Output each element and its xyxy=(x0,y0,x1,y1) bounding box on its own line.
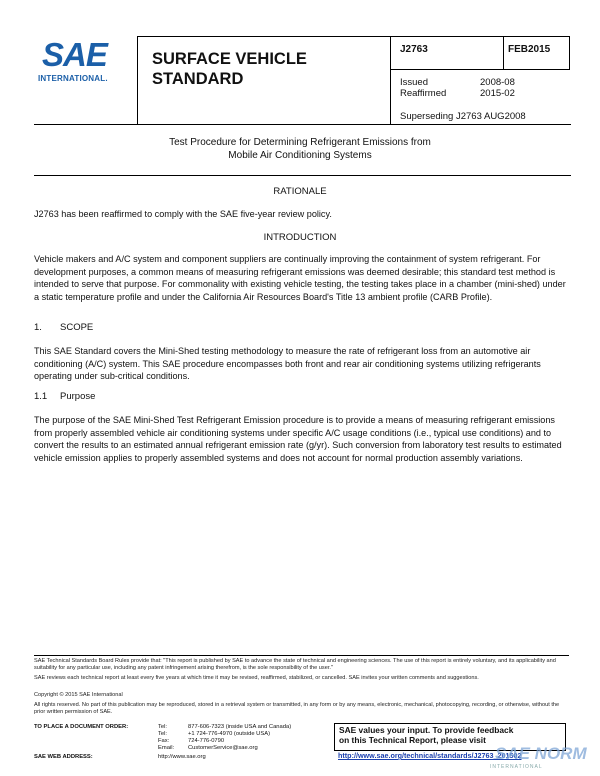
scope-number: 1. xyxy=(34,322,42,333)
doc-type-line1: SURFACE VEHICLE xyxy=(152,50,307,68)
tel2-label: Tel: xyxy=(158,731,168,737)
rationale-text: J2763 has been reaffirmed to comply with the SAE five-year review policy. xyxy=(34,209,332,219)
header-divider-1 xyxy=(390,36,391,124)
purpose-heading xyxy=(34,391,95,402)
feedback-line1: SAE values your input. To provide feedback xyxy=(339,725,514,735)
footer-rule xyxy=(34,655,569,656)
title-line1: Test Procedure for Determining Refrigerant Emissions from xyxy=(169,137,431,148)
fax-value: 724-776-0790 xyxy=(188,738,225,744)
fax-label: Fax: xyxy=(158,738,170,744)
introduction-text: Vehicle makers and A/C system and component suppliers are continually improving the containment of system refrigerant. For development purposes, a common means of measuring refrigerant emissions was deemed desirable; this standard test method is intended to serve that purpose. For commonality with existing vehicle testing, the testing takes place in a chamber (mini-shed) under a static temperature profile and under the California Air Resources Board's Title 13 ambient profile (CARB Profile). xyxy=(34,254,566,302)
header-row-rule xyxy=(390,69,570,70)
purpose-number: 1.1 xyxy=(34,391,48,402)
document-title xyxy=(120,136,480,162)
document-type xyxy=(152,49,307,89)
web-value[interactable]: http://www.sae.org xyxy=(158,754,206,760)
issued-value: 2008-08 xyxy=(480,77,515,88)
header-top-rule xyxy=(137,36,570,37)
title-line2: Mobile Air Conditioning Systems xyxy=(228,150,372,161)
tel-value: 877-606-7323 (inside USA and Canada) xyxy=(188,724,292,730)
superseding-note: Superseding J2763 AUG2008 xyxy=(400,111,526,122)
watermark-logo: SAE NORM xyxy=(495,744,587,763)
footer-rules: SAE Technical Standards Board Rules provide that: "This report is published by SAE to advance the state of technical and engineering sciences. The use of this report is entirely voluntary, and its applicability and suitability for any particular use, including any patent infringement arising therefrom, is the sole responsibility of the user." xyxy=(34,658,556,672)
reaffirmed-value: 2015-02 xyxy=(480,88,515,99)
sae-logo xyxy=(38,36,120,84)
footer-rights: All rights reserved. No part of this publication may be reproduced, stored in a retrieval system or transmitted, in any form or by any means, electronic, mechanical, photocopying, recording, or otherwise, without the prior written permission of SAE. xyxy=(34,702,560,716)
tel-label: Tel: xyxy=(158,724,168,730)
document-date: FEB2015 xyxy=(508,44,551,55)
title-bottom-rule xyxy=(34,175,571,176)
order-label: TO PLACE A DOCUMENT ORDER: xyxy=(34,724,129,730)
purpose-title: Purpose xyxy=(60,391,96,402)
email-value[interactable]: CustomerService@sae.org xyxy=(188,745,258,751)
introduction-heading: INTRODUCTION xyxy=(263,232,337,243)
header-bottom-rule xyxy=(34,124,571,125)
header-right-rule xyxy=(569,36,570,69)
feedback-line2: on this Technical Report, please visit xyxy=(339,734,486,745)
header-left-rule xyxy=(137,36,138,124)
feedback-link[interactable]: http://www.sae.org/technical/standards/J2763_201502 xyxy=(338,751,522,760)
footer-copyright: Copyright © 2015 SAE International xyxy=(34,692,123,698)
reaffirmed-label: Reaffirmed xyxy=(400,88,447,99)
scope-title: SCOPE xyxy=(60,322,94,333)
scope-text: This SAE Standard covers the Mini-Shed testing methodology to measure the rate of refrigerant loss from an automotive air conditioning (A/C) system. This SAE procedure encompasses both front and rear air conditioning systems utilizing refrigerants operating under sub-critical conditions. xyxy=(34,346,541,382)
tel2-value: +1 724-776-4970 (outside USA) xyxy=(188,731,271,737)
issued-label: Issued xyxy=(400,77,428,88)
footer-review: SAE reviews each technical report at least every five years at which time it may be revised, reaffirmed, stabilized, or cancelled. SAE invites your written comments and suggestions. xyxy=(34,675,479,681)
doc-type-line2: STANDARD xyxy=(152,70,244,88)
email-label: Email: xyxy=(158,745,175,751)
header-divider-2 xyxy=(503,36,504,69)
purpose-text: The purpose of the SAE Mini-Shed Test Refrigerant Emission procedure is to provide a means of measuring refrigerant emissions from properly assembled vehicle air conditioning systems under specific A/C usage conditions (i.e., typical use conditions) and to convert the results to an estimated annual refrigerant emission rate (g/yr). Such conversion from laboratory test results to estimated vehicle emission applies to properly assembled systems and does not account for normal production assembly variations. xyxy=(34,415,562,463)
rationale-heading: RATIONALE xyxy=(273,186,327,197)
sae-logo-sub: INTERNATIONAL. xyxy=(38,74,108,83)
web-label: SAE WEB ADDRESS: xyxy=(34,754,93,760)
watermark-sub: INTERNATIONAL xyxy=(490,764,543,770)
document-number: J2763 xyxy=(400,44,428,55)
sae-logo-mark: SAE xyxy=(42,36,107,73)
scope-heading xyxy=(34,322,93,333)
